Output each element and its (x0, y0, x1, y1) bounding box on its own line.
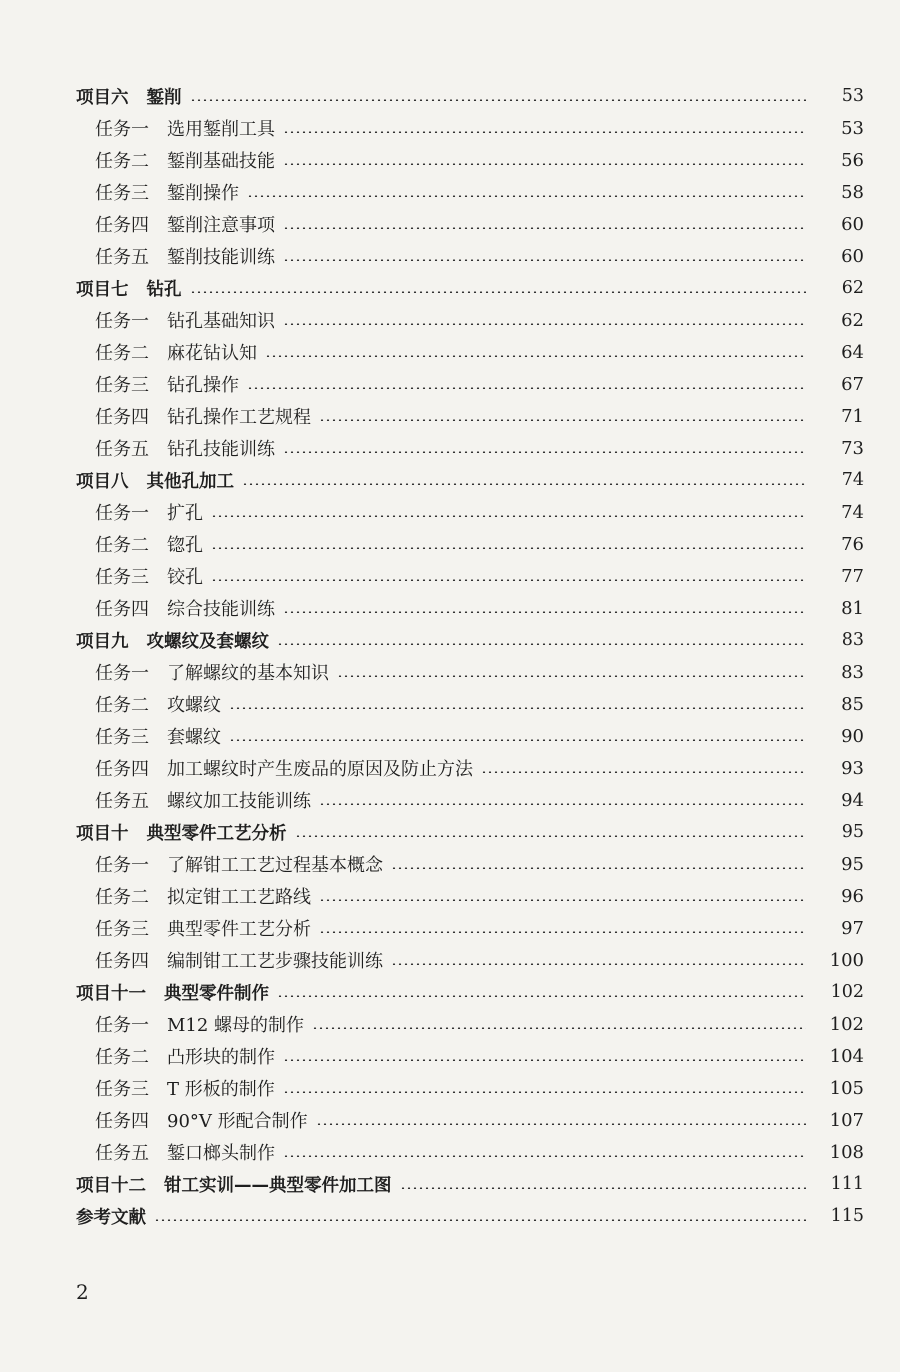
toc-entry-number: 任务三 (95, 727, 149, 748)
toc-entry-label (95, 115, 275, 141)
toc-entry-label (95, 531, 203, 557)
dot-leader (211, 579, 806, 581)
toc-entry-label (95, 947, 383, 973)
toc-entry-page: 104 (829, 1045, 864, 1067)
toc-entry-title: 钳工实训——典型零件加工图 (164, 1175, 392, 1196)
dot-leader (277, 643, 806, 645)
dot-leader (247, 387, 806, 389)
toc-entry-label (95, 339, 257, 365)
toc-task-entry (0, 656, 900, 688)
toc-entry-page: 105 (829, 1077, 864, 1099)
dot-leader (283, 611, 806, 613)
toc-entry-title: 参考文献 (76, 1207, 146, 1228)
toc-entry-number: 任务三 (95, 919, 149, 940)
toc-entry-number: 任务五 (95, 439, 149, 460)
toc-task-entry (0, 784, 900, 816)
toc-task-entry (0, 944, 900, 976)
toc-task-entry (0, 368, 900, 400)
toc-task-entry (0, 720, 900, 752)
toc-entry-label (95, 723, 221, 749)
toc-entry-title: 麻花钻认知 (167, 343, 257, 364)
toc-task-entry (0, 336, 900, 368)
toc-task-entry (0, 304, 900, 336)
toc-task-entry (0, 1104, 900, 1136)
toc-entry-title: M12 螺母的制作 (167, 1015, 305, 1036)
toc-entry-page: 53 (841, 117, 864, 139)
toc-entry-number: 任务四 (95, 951, 149, 972)
dot-leader (337, 675, 806, 677)
toc-entry-page: 62 (841, 309, 864, 331)
toc-entry-label (95, 915, 311, 941)
toc-entry-title: 钻孔操作工艺规程 (167, 407, 311, 428)
toc-entry-number: 任务五 (95, 247, 149, 268)
toc-task-entry (0, 240, 900, 272)
toc-entry-page: 95 (841, 853, 864, 875)
toc-entry-label (95, 851, 383, 877)
toc-task-entry (0, 848, 900, 880)
dot-leader (319, 899, 806, 901)
toc-task-entry (0, 528, 900, 560)
toc-entry-title: 钻孔 (146, 279, 182, 300)
toc-entry-label (76, 468, 234, 493)
toc-entry-title: 了解螺纹的基本知识 (167, 663, 329, 684)
toc-entry-number: 任务四 (95, 759, 149, 780)
dot-leader (283, 227, 806, 229)
toc-entry-label (95, 1011, 304, 1037)
toc-entry-label (95, 371, 239, 397)
dot-leader (211, 547, 806, 549)
toc-entry-title: 錾削 (146, 87, 182, 108)
toc-entry-label (95, 211, 275, 237)
toc-project-entry (0, 624, 900, 656)
toc-entry-title: 选用錾削工具 (167, 119, 275, 140)
toc-task-entry (0, 400, 900, 432)
toc-entry-label (95, 307, 275, 333)
toc-entry-page: 100 (829, 949, 864, 971)
toc-entry-label (76, 1204, 146, 1229)
toc-entry-page: 97 (841, 917, 864, 939)
dot-leader (247, 195, 806, 197)
toc-entry-title: 錾削操作 (167, 183, 239, 204)
dot-leader (283, 1091, 806, 1093)
toc-entry-page: 107 (829, 1109, 864, 1131)
toc-entry-title: 钻孔基础知识 (167, 311, 275, 332)
toc-task-entry (0, 496, 900, 528)
toc-entry-label (95, 1139, 275, 1165)
dot-leader (229, 707, 806, 709)
dot-leader (481, 771, 806, 773)
toc-entry-page: 73 (841, 437, 864, 459)
toc-entry-title: 錾削注意事项 (167, 215, 275, 236)
toc-entry-label (95, 435, 275, 461)
toc-task-entry (0, 560, 900, 592)
toc-entry-label (95, 755, 473, 781)
toc-entry-label (76, 820, 287, 845)
toc-entry-page: 93 (841, 757, 864, 779)
dot-leader (265, 355, 806, 357)
toc-entry-title: 拟定钳工工艺路线 (167, 887, 311, 908)
toc-entry-title: 錾削基础技能 (167, 151, 275, 172)
dot-leader (283, 1059, 806, 1061)
dot-leader (391, 963, 806, 965)
toc-entry-number: 任务一 (95, 1015, 149, 1036)
toc-entry-page: 90 (841, 725, 864, 747)
toc-entry-page: 77 (841, 565, 864, 587)
toc-entry-number: 任务三 (95, 567, 149, 588)
toc-entry-page: 108 (829, 1141, 864, 1163)
toc-entry-label (95, 563, 203, 589)
toc-task-entry (0, 1040, 900, 1072)
toc-reference-entry (0, 1200, 900, 1232)
toc-entry-page: 53 (841, 86, 864, 106)
dot-leader (312, 1027, 806, 1029)
toc-entry-title: 典型零件工艺分析 (146, 823, 287, 844)
toc-task-entry (0, 752, 900, 784)
toc-entry-page: 83 (841, 630, 864, 650)
toc-entry-label (95, 691, 221, 717)
toc-project-entry (0, 976, 900, 1008)
dot-leader (319, 803, 806, 805)
dot-leader (154, 1219, 806, 1221)
toc-entry-label (76, 980, 269, 1005)
dot-leader (283, 163, 806, 165)
toc-entry-page: 67 (841, 373, 864, 395)
dot-leader (319, 419, 806, 421)
dot-leader (391, 867, 806, 869)
dot-leader (283, 259, 806, 261)
toc-entry-title: 钻孔操作 (167, 375, 239, 396)
dot-leader (229, 739, 806, 741)
toc-task-entry (0, 912, 900, 944)
toc-task-entry (0, 208, 900, 240)
toc-entry-title: 加工螺纹时产生废品的原因及防止方法 (167, 759, 473, 780)
toc-task-entry (0, 592, 900, 624)
toc-entry-number: 任务四 (95, 215, 149, 236)
toc-entry-number: 任务四 (95, 407, 149, 428)
toc-entry-number: 任务一 (95, 119, 149, 140)
toc-entry-title: 螺纹加工技能训练 (167, 791, 311, 812)
toc-entry-number: 项目十 (76, 823, 129, 844)
toc-entry-number: 任务二 (95, 151, 149, 172)
toc-task-entry (0, 112, 900, 144)
toc-entry-page: 71 (841, 405, 864, 427)
toc-entry-title: 编制钳工工艺步骤技能训练 (167, 951, 383, 972)
toc-project-entry (0, 80, 900, 112)
toc-entry-number: 任务二 (95, 695, 149, 716)
toc-entry-number: 项目八 (76, 471, 129, 492)
toc-entry-label (95, 659, 329, 685)
toc-entry-page: 115 (830, 1206, 864, 1226)
toc-entry-label (95, 179, 239, 205)
toc-entry-label (76, 1172, 392, 1197)
toc-entry-number: 项目九 (76, 631, 129, 652)
toc-entry-title: 錾削技能训练 (167, 247, 275, 268)
toc-entry-number: 任务三 (95, 375, 149, 396)
toc-entry-label (95, 243, 275, 269)
table-of-contents (0, 80, 900, 1232)
dot-leader (242, 483, 806, 485)
toc-entry-label (95, 147, 275, 173)
toc-task-entry (0, 1136, 900, 1168)
toc-project-entry (0, 1168, 900, 1200)
toc-entry-page: 95 (841, 822, 864, 842)
toc-entry-number: 任务一 (95, 503, 149, 524)
toc-entry-title: 90°V 形配合制作 (167, 1111, 308, 1132)
toc-entry-title: 扩孔 (167, 503, 203, 524)
toc-entry-page: 76 (841, 533, 864, 555)
dot-leader (283, 451, 806, 453)
toc-task-entry (0, 688, 900, 720)
toc-entry-title: 套螺纹 (167, 727, 221, 748)
dot-leader (295, 835, 807, 837)
toc-entry-number: 任务二 (95, 535, 149, 556)
page-number: 2 (76, 1280, 89, 1304)
toc-entry-page: 64 (841, 341, 864, 363)
toc-entry-label (95, 1043, 275, 1069)
toc-entry-label (95, 787, 311, 813)
toc-entry-page: 111 (830, 1174, 864, 1194)
toc-entry-title: 攻螺纹 (167, 695, 221, 716)
toc-entry-number: 项目七 (76, 279, 129, 300)
dot-leader (283, 1155, 806, 1157)
toc-entry-label (95, 403, 311, 429)
toc-entry-number: 项目十一 (76, 983, 146, 1004)
toc-entry-number: 项目十二 (76, 1175, 146, 1196)
toc-entry-page: 74 (841, 470, 864, 490)
toc-entry-number: 任务四 (95, 1111, 149, 1132)
toc-task-entry (0, 1072, 900, 1104)
toc-entry-title: 凸形块的制作 (167, 1047, 275, 1068)
toc-entry-label (95, 1107, 308, 1133)
dot-leader (400, 1187, 807, 1189)
toc-entry-number: 任务三 (95, 1079, 149, 1100)
dot-leader (319, 931, 806, 933)
toc-task-entry (0, 880, 900, 912)
toc-entry-page: 102 (830, 982, 864, 1002)
toc-entry-number: 任务二 (95, 887, 149, 908)
toc-entry-number: 任务三 (95, 183, 149, 204)
toc-entry-title: 攻螺纹及套螺纹 (146, 631, 269, 652)
toc-entry-number: 任务五 (95, 791, 149, 812)
toc-entry-number: 任务二 (95, 1047, 149, 1068)
toc-entry-number: 任务五 (95, 1143, 149, 1164)
dot-leader (316, 1123, 806, 1125)
toc-entry-page: 62 (841, 278, 864, 298)
toc-entry-number: 任务二 (95, 343, 149, 364)
toc-entry-title: 錾口榔头制作 (167, 1143, 275, 1164)
dot-leader (283, 131, 806, 133)
toc-entry-page: 60 (841, 245, 864, 267)
toc-entry-page: 81 (841, 597, 864, 619)
dot-leader (211, 515, 806, 517)
toc-project-entry (0, 464, 900, 496)
toc-task-entry (0, 1008, 900, 1040)
toc-entry-page: 60 (841, 213, 864, 235)
dot-leader (277, 995, 806, 997)
toc-entry-label (95, 1075, 275, 1101)
toc-entry-title: T 形板的制作 (167, 1079, 275, 1100)
toc-project-entry (0, 816, 900, 848)
toc-entry-title: 钻孔技能训练 (167, 439, 275, 460)
toc-entry-label (95, 883, 311, 909)
toc-entry-label (76, 276, 182, 301)
toc-project-entry (0, 272, 900, 304)
toc-entry-number: 任务一 (95, 855, 149, 876)
toc-entry-number: 任务一 (95, 663, 149, 684)
toc-task-entry (0, 432, 900, 464)
toc-entry-label (95, 595, 275, 621)
dot-leader (190, 291, 807, 293)
toc-entry-label (76, 628, 269, 653)
toc-entry-title: 了解钳工工艺过程基本概念 (167, 855, 383, 876)
toc-entry-page: 96 (841, 885, 864, 907)
toc-entry-page: 56 (841, 149, 864, 171)
toc-entry-page: 94 (841, 789, 864, 811)
toc-entry-title: 锪孔 (167, 535, 203, 556)
toc-entry-page: 102 (829, 1013, 864, 1035)
toc-entry-title: 综合技能训练 (167, 599, 275, 620)
toc-entry-number: 任务一 (95, 311, 149, 332)
toc-entry-title: 其他孔加工 (146, 471, 234, 492)
toc-entry-label (76, 84, 182, 109)
dot-leader (283, 323, 806, 325)
toc-entry-title: 典型零件工艺分析 (167, 919, 311, 940)
toc-entry-label (95, 499, 203, 525)
toc-entry-title: 典型零件制作 (164, 983, 269, 1004)
toc-entry-page: 83 (841, 661, 864, 683)
toc-task-entry (0, 144, 900, 176)
toc-entry-title: 铰孔 (167, 567, 203, 588)
dot-leader (190, 99, 807, 101)
toc-entry-number: 任务四 (95, 599, 149, 620)
toc-task-entry (0, 176, 900, 208)
toc-entry-number: 项目六 (76, 87, 129, 108)
toc-entry-page: 85 (841, 693, 864, 715)
toc-entry-page: 58 (841, 181, 864, 203)
toc-entry-page: 74 (841, 501, 864, 523)
